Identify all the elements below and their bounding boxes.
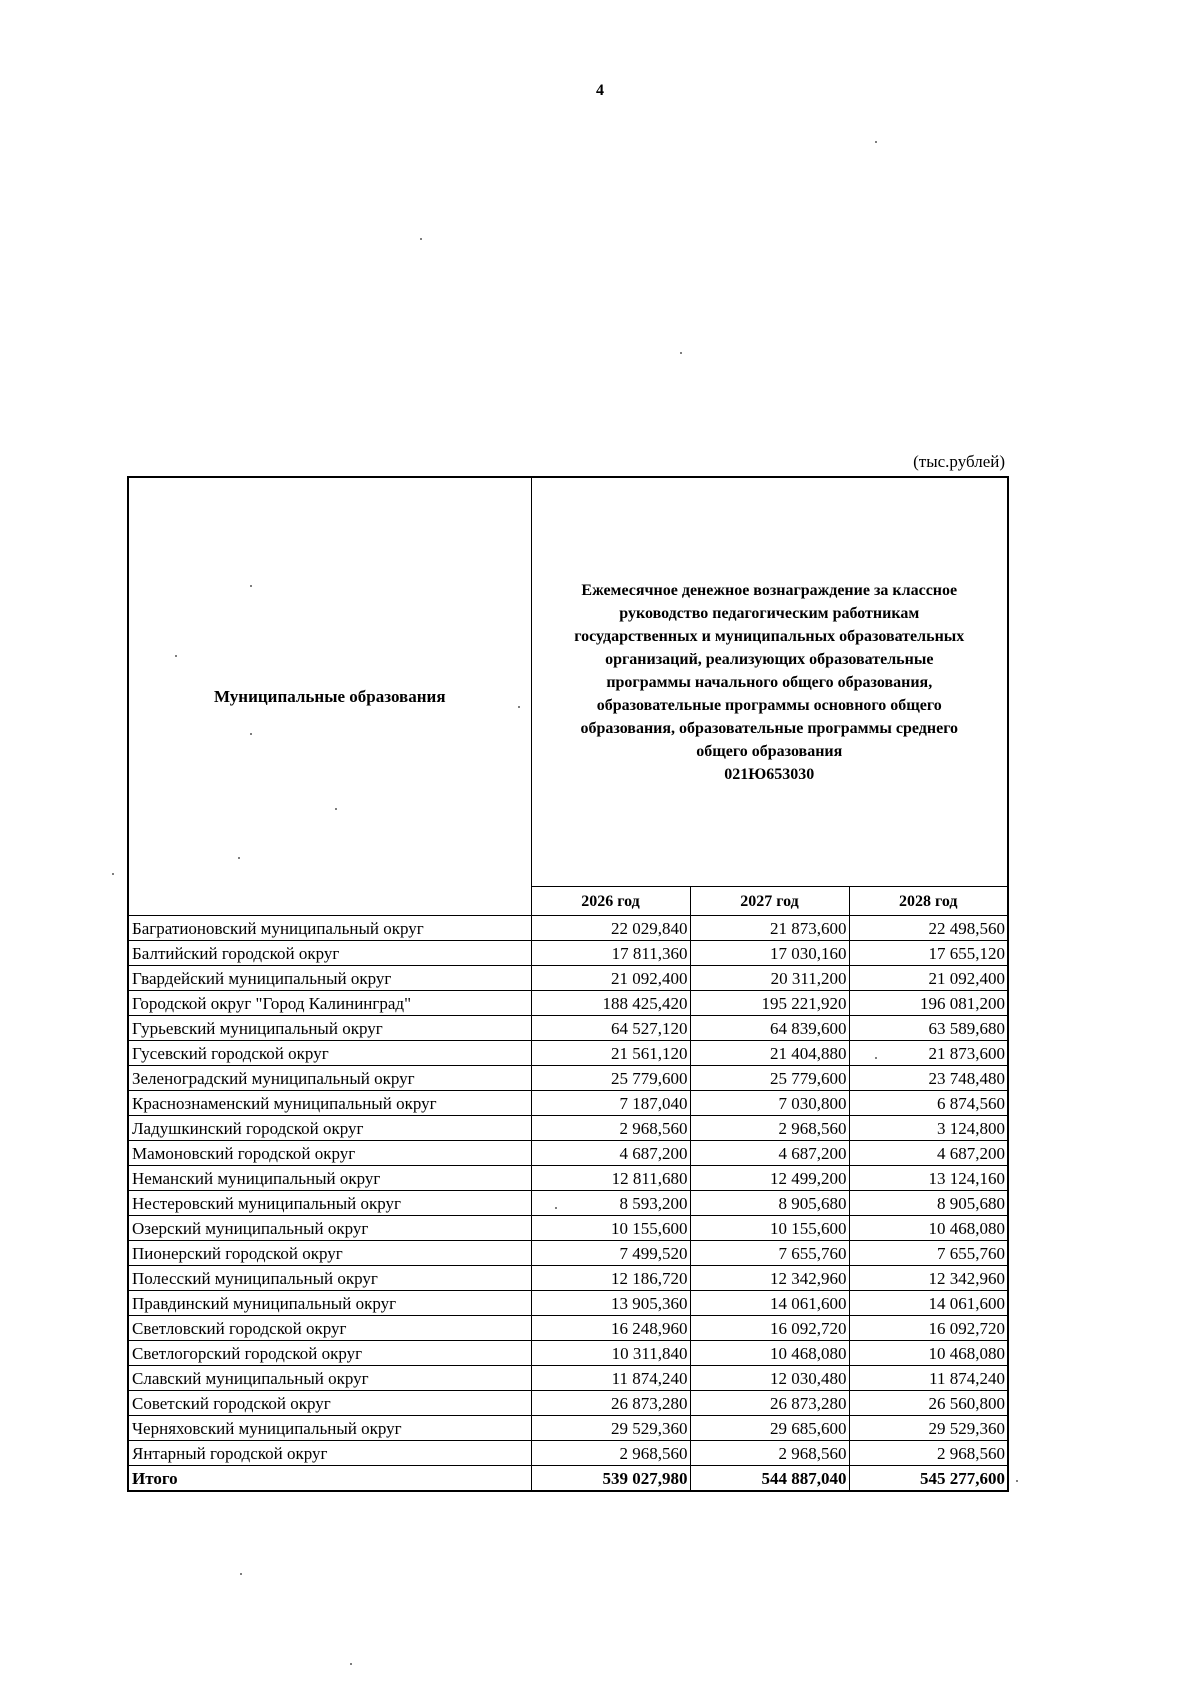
amount-2026: 7 499,520 <box>531 1241 690 1266</box>
municipality-name: Багратионовский муниципальный округ <box>128 916 531 941</box>
amount-2027: 64 839,600 <box>690 1016 849 1041</box>
amount-2028: 10 468,080 <box>849 1216 1008 1241</box>
amount-2026: 188 425,420 <box>531 991 690 1016</box>
title-line: государственных и муниципальных образовательных <box>574 627 965 645</box>
amount-2027: 21 873,600 <box>690 916 849 941</box>
amount-2026: 29 529,360 <box>531 1416 690 1441</box>
amount-2027: 2 968,560 <box>690 1441 849 1466</box>
table-row <box>128 1416 1008 1441</box>
table-row <box>128 1066 1008 1091</box>
municipality-name: Светловский городской округ <box>128 1316 531 1341</box>
municipality-name: Зеленоградский муниципальный округ <box>128 1066 531 1091</box>
municipality-name: Янтарный городской округ <box>128 1441 531 1466</box>
scan-speck <box>1016 1480 1018 1482</box>
allocation-title-header <box>531 477 1008 887</box>
amount-2027: 8 905,680 <box>690 1191 849 1216</box>
table-row <box>128 1316 1008 1341</box>
municipality-name: Гурьевский муниципальный округ <box>128 1016 531 1041</box>
amount-2026: 2 968,560 <box>531 1116 690 1141</box>
scan-speck <box>112 873 114 875</box>
amount-2028: 6 874,560 <box>849 1091 1008 1116</box>
amount-2027: 10 468,080 <box>690 1341 849 1366</box>
title-line: руководство педагогическим работникам <box>619 604 920 622</box>
municipality-name: Краснознаменский муниципальный округ <box>128 1091 531 1116</box>
amount-2028: 3 124,800 <box>849 1116 1008 1141</box>
scan-speck <box>518 706 520 708</box>
table-row <box>128 1266 1008 1291</box>
amount-2027: 12 030,480 <box>690 1366 849 1391</box>
amount-2028: 2 968,560 <box>849 1441 1008 1466</box>
amount-2027: 14 061,600 <box>690 1291 849 1316</box>
scan-speck <box>175 655 177 657</box>
table-row <box>128 1391 1008 1416</box>
amount-2028: 21 092,400 <box>849 966 1008 991</box>
amount-2028: 13 124,160 <box>849 1166 1008 1191</box>
amount-2026: 21 092,400 <box>531 966 690 991</box>
table-row <box>128 1041 1008 1066</box>
table-row <box>128 1366 1008 1391</box>
amount-2026: 25 779,600 <box>531 1066 690 1091</box>
table-row <box>128 1016 1008 1041</box>
title-line: образования, образовательные программы среднего <box>580 719 959 737</box>
amount-2027: 4 687,200 <box>690 1141 849 1166</box>
scan-speck <box>238 857 240 859</box>
municipality-name: Полесский муниципальный округ <box>128 1266 531 1291</box>
amount-2028: 14 061,600 <box>849 1291 1008 1316</box>
table-row <box>128 1166 1008 1191</box>
table-row <box>128 1441 1008 1466</box>
amount-2026: 13 905,360 <box>531 1291 690 1316</box>
amount-2027: 10 155,600 <box>690 1216 849 1241</box>
table-row <box>128 1091 1008 1116</box>
title-line: образовательные программы основного общего <box>596 696 942 714</box>
amount-2027: 195 221,920 <box>690 991 849 1016</box>
amount-2028: 11 874,240 <box>849 1366 1008 1391</box>
amount-2027: 7 655,760 <box>690 1241 849 1266</box>
title-line: организаций, реализующих образовательные <box>605 650 934 668</box>
municipality-name: Мамоновский городской округ <box>128 1141 531 1166</box>
amount-2026: 2 968,560 <box>531 1441 690 1466</box>
scan-speck <box>875 1057 877 1059</box>
municipality-name: Славский муниципальный округ <box>128 1366 531 1391</box>
scan-speck <box>420 238 422 240</box>
municipality-name: Правдинский муниципальный округ <box>128 1291 531 1316</box>
scan-speck <box>350 1663 352 1665</box>
amount-2028: 7 655,760 <box>849 1241 1008 1266</box>
total-amount-2027: 544 887,040 <box>690 1466 849 1492</box>
budget-code: 021Ю653030 <box>724 765 815 783</box>
municipality-column-header: Муниципальные образования <box>128 477 531 916</box>
year-header-2027: 2027 год <box>690 887 849 916</box>
amount-2028: 196 081,200 <box>849 991 1008 1016</box>
amount-2026: 26 873,280 <box>531 1391 690 1416</box>
unit-label: (тыс.рублей) <box>913 452 1005 471</box>
table-row <box>128 1341 1008 1366</box>
table-row <box>128 916 1008 941</box>
table-row <box>128 1216 1008 1241</box>
amount-2026: 7 187,040 <box>531 1091 690 1116</box>
municipality-name: Гвардейский муниципальный округ <box>128 966 531 991</box>
table-row <box>128 991 1008 1016</box>
table-row <box>128 1291 1008 1316</box>
amount-2026: 12 811,680 <box>531 1166 690 1191</box>
amount-2028: 16 092,720 <box>849 1316 1008 1341</box>
amount-2026: 10 311,840 <box>531 1341 690 1366</box>
amount-2028: 12 342,960 <box>849 1266 1008 1291</box>
amount-2026: 12 186,720 <box>531 1266 690 1291</box>
table-row <box>128 966 1008 991</box>
municipality-name: Светлогорский городской округ <box>128 1341 531 1366</box>
scan-speck <box>250 585 252 587</box>
scan-speck <box>335 808 337 810</box>
scan-speck <box>555 1207 557 1209</box>
title-line: программы начального общего образования, <box>606 673 933 691</box>
amount-2026: 21 561,120 <box>531 1041 690 1066</box>
amount-2026: 10 155,600 <box>531 1216 690 1241</box>
table-row <box>128 1141 1008 1166</box>
amount-2027: 7 030,800 <box>690 1091 849 1116</box>
amount-2027: 29 685,600 <box>690 1416 849 1441</box>
table-row <box>128 1191 1008 1216</box>
amount-2027: 2 968,560 <box>690 1116 849 1141</box>
table-row <box>128 1116 1008 1141</box>
amount-2027: 20 311,200 <box>690 966 849 991</box>
year-header-2026: 2026 год <box>531 887 690 916</box>
municipality-name: Ладушкинский городской округ <box>128 1116 531 1141</box>
amount-2028: 8 905,680 <box>849 1191 1008 1216</box>
amount-2026: 11 874,240 <box>531 1366 690 1391</box>
amount-2026: 16 248,960 <box>531 1316 690 1341</box>
amount-2026: 64 527,120 <box>531 1016 690 1041</box>
table-row <box>128 1241 1008 1266</box>
municipality-name: Нестеровский муниципальный округ <box>128 1191 531 1216</box>
amount-2028: 29 529,360 <box>849 1416 1008 1441</box>
municipality-name: Озерский муниципальный округ <box>128 1216 531 1241</box>
total-label: Итого <box>128 1466 531 1492</box>
amount-2026: 22 029,840 <box>531 916 690 941</box>
amount-2027: 25 779,600 <box>690 1066 849 1091</box>
amount-2026: 4 687,200 <box>531 1141 690 1166</box>
amount-2028: 21 873,600 <box>849 1041 1008 1066</box>
table-row <box>128 941 1008 966</box>
page-number: 4 <box>596 82 604 99</box>
scan-speck <box>240 1573 242 1575</box>
title-line: общего образования <box>696 742 843 760</box>
total-row <box>128 1466 1008 1492</box>
amount-2027: 12 342,960 <box>690 1266 849 1291</box>
municipality-name: Черняховский муниципальный округ <box>128 1416 531 1441</box>
scan-speck <box>680 352 682 354</box>
title-line: Ежемесячное денежное вознаграждение за классное <box>581 581 958 599</box>
amount-2027: 21 404,880 <box>690 1041 849 1066</box>
amount-2027: 17 030,160 <box>690 941 849 966</box>
municipality-name: Гусевский городской округ <box>128 1041 531 1066</box>
municipality-name: Неманский муниципальный округ <box>128 1166 531 1191</box>
municipality-name: Пионерский городской округ <box>128 1241 531 1266</box>
amount-2027: 26 873,280 <box>690 1391 849 1416</box>
municipality-name: Балтийский городской округ <box>128 941 531 966</box>
year-header-2028: 2028 год <box>849 887 1008 916</box>
amount-2028: 23 748,480 <box>849 1066 1008 1091</box>
amount-2027: 12 499,200 <box>690 1166 849 1191</box>
total-amount-2026: 539 027,980 <box>531 1466 690 1492</box>
table-body <box>128 916 1008 1492</box>
budget-table <box>127 476 1009 1492</box>
amount-2027: 16 092,720 <box>690 1316 849 1341</box>
scan-speck <box>875 141 877 143</box>
scan-speck <box>250 733 252 735</box>
amount-2028: 22 498,560 <box>849 916 1008 941</box>
total-amount-2028: 545 277,600 <box>849 1466 1008 1492</box>
amount-2026: 8 593,200 <box>531 1191 690 1216</box>
amount-2028: 4 687,200 <box>849 1141 1008 1166</box>
municipality-name: Советский городской округ <box>128 1391 531 1416</box>
amount-2028: 26 560,800 <box>849 1391 1008 1416</box>
header-row <box>128 477 1008 887</box>
amount-2026: 17 811,360 <box>531 941 690 966</box>
amount-2028: 63 589,680 <box>849 1016 1008 1041</box>
amount-2028: 17 655,120 <box>849 941 1008 966</box>
municipality-name: Городской округ "Город Калининград" <box>128 991 531 1016</box>
amount-2028: 10 468,080 <box>849 1341 1008 1366</box>
